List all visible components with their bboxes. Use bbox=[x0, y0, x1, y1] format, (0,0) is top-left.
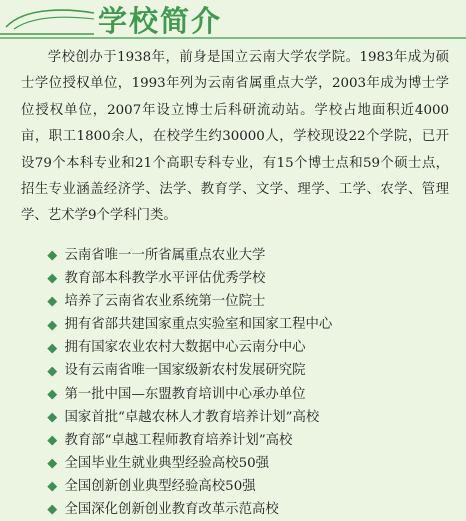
feature-item-label: 全国深化创新创业教育改革示范高校 bbox=[64, 502, 279, 518]
feature-item bbox=[46, 244, 446, 267]
feature-item bbox=[46, 313, 446, 336]
diamond-icon bbox=[48, 343, 57, 352]
feature-item-label: 拥有省部共建国家重点实验室和国家工程中心 bbox=[64, 317, 333, 333]
feature-item bbox=[46, 336, 446, 359]
feature-list bbox=[46, 244, 446, 521]
diamond-icon bbox=[48, 251, 57, 260]
feature-item bbox=[46, 452, 446, 475]
intro-paragraph: 学校创办于1938年，前身是国立云南大学农学院。1983年成为硕士学位授权单位，1993年列为云南省属重点大学，2003年成为博士学位授权单位，2007年设立博士后科研流动站。学校占地面积近4000亩，职工1800余人，在校学生约30000人，学校现设22个学院，已开设79个本科专业和21个高职专科专业，有15个博士点和59个硕士点，招生专业涵盖经济学、法学、教育学、文学、理学、工学、农学、管理学、艺术学9个学科门类。 bbox=[21, 50, 449, 224]
feature-item bbox=[46, 267, 446, 290]
diamond-icon bbox=[48, 390, 57, 399]
diamond-icon bbox=[48, 436, 57, 445]
diamond-icon bbox=[48, 297, 57, 306]
feature-item-label: 第一批中国—东盟教育培训中心承办单位 bbox=[64, 386, 306, 402]
diamond-icon bbox=[48, 482, 57, 491]
page-title: 学校简介 bbox=[98, 4, 223, 38]
feature-item bbox=[46, 475, 446, 498]
feature-item bbox=[46, 406, 446, 429]
feature-item-label: 全国毕业生就业典型经验高校50强 bbox=[64, 455, 270, 471]
feature-item bbox=[46, 290, 446, 313]
feature-item bbox=[46, 383, 446, 406]
header-swirl-inner bbox=[14, 17, 94, 29]
header-decoration bbox=[0, 0, 466, 42]
feature-item-label: 拥有国家农业农村大数据中心云南分中心 bbox=[64, 340, 306, 356]
feature-item-label: 教育部本科教学水平评估优秀学校 bbox=[64, 271, 266, 287]
diamond-icon bbox=[48, 274, 57, 283]
feature-item-label: 教育部“卓越工程师教育培养计划”高校 bbox=[64, 432, 293, 448]
diamond-icon bbox=[48, 366, 57, 375]
feature-item-label: 国家首批“卓越农林人才教育培养计划”高校 bbox=[64, 409, 320, 425]
feature-item-label: 培养了云南省农业系统第一位院士 bbox=[64, 294, 266, 310]
diamond-icon bbox=[48, 320, 57, 329]
diamond-icon bbox=[48, 459, 57, 468]
feature-item-label: 设有云南省唯一国家级新农村发展研究院 bbox=[64, 363, 306, 379]
feature-item bbox=[46, 429, 446, 452]
header-swirl-outer bbox=[6, 10, 94, 27]
feature-item-label: 云南省唯一一所省属重点农业大学 bbox=[64, 248, 266, 263]
diamond-icon bbox=[48, 505, 57, 514]
feature-item bbox=[46, 359, 446, 382]
feature-item bbox=[46, 498, 446, 521]
diamond-icon bbox=[48, 413, 57, 422]
feature-item-label: 全国创新创业典型经验高校50强 bbox=[64, 478, 256, 494]
section-header bbox=[0, 0, 466, 42]
